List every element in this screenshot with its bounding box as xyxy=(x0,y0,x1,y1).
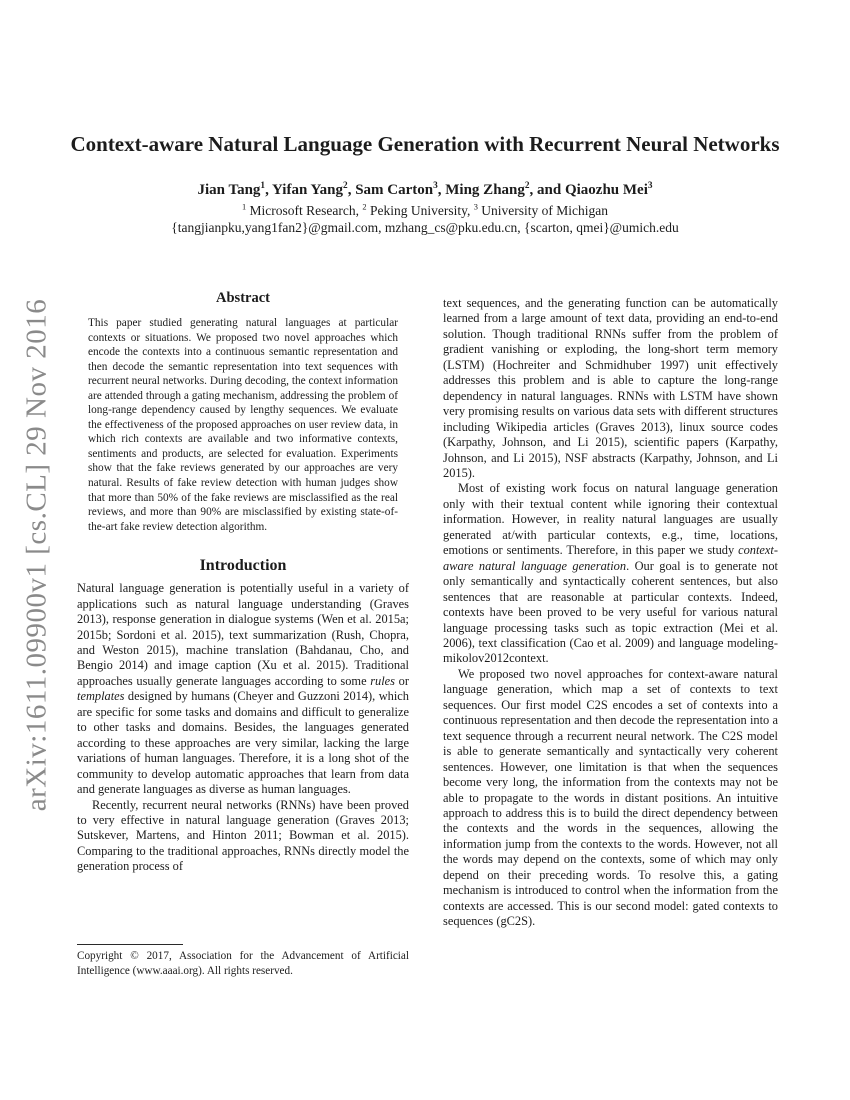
footnote-rule xyxy=(77,944,183,945)
author-separator: , xyxy=(347,182,356,198)
affiliation-name: Peking University, xyxy=(366,203,474,218)
introduction-heading: Introduction xyxy=(199,557,287,575)
authors-line xyxy=(0,182,850,199)
emails-line: {tangjianpku,yang1fan2}@gmail.com, mzhang_cs@pku.edu.cn, {scarton, qmei}@umich.edu xyxy=(171,220,679,235)
abstract-text: This paper studied generating natural languages at particular contexts or situations. We proposed two novel approaches which encode the contexts into a continuous semantic representation and then decode the semantic representation into text sequences with recurrent neural networks. During decoding, the context information are attended through a gating mechanism, addressing the problem of long-range dependency caused by lengthy sequences. We evaluate the effectiveness of the proposed approaches on user review data, in which rich contexts are available and two informative contexts, sentiments and products, are selected for evaluation. Experiments show that the fake reviews generated by our approaches are very natural. Results of fake review detection with human judges show that more than 50% of the fake reviews are misclassified as the real reviews, and more than 90% are misclassified by existing state-of-the-art fake review detection algorithm. xyxy=(88,317,398,533)
body-paragraph-2: Most of existing work focus on natural language generation only with their textual content while ignoring their contextual information. However, in reality natural languages are usually generated at/with particular contexts, e.g., time, locations, emotions or sentiments. Therefore, in this paper we study context-aware natural language generation. Our goal is to generate not only semantically and syntactically coherent sentences, but also sentences that are reasonable at particular contexts. Indeed, contexts have been proved to be very useful for various natural language processing tasks such as topic extraction (Mei et al. 2006), text classification (Cao et al. 2009) and language modeling-mikolov2012context. xyxy=(443,481,778,666)
body-paragraph-3: We proposed two novel approaches for context-aware natural language generation, which map a set of contexts to text sequences. Our first model C2S encodes a set of contexts into a continuous representation and then decode the representation into a text sequence through a recurrent neural network. The C2S model is able to generate semantically and syntactically very coherent sentences. However, one limitation is that when the sequences become very long, the information from the contexts may not be able to propagate to the words in distant positions. An intuitive approach to address this is to build the direct dependency between the contexts and the words in the sequences, allowing the information jump from the contexts to the words. However, not all the words may depend on the contexts, some of which may only depend on their preceding words. To resolve this, a gating mechanism is introduced to control when the information from the contexts are accessed. This is our second model: gated contexts to sequences (gC2S). xyxy=(443,666,778,929)
author-name: Sam Carton xyxy=(355,182,434,198)
intro-paragraph-2: Recently, recurrent neural networks (RNNs) have been proved to very effective in natural language generation (Graves 2013; Sutskever, Martens, and Hinton 2011; Bowman et al. 2015). Comparing to the traditional approaches, RNNs directly model the generation process of xyxy=(77,797,409,874)
author-name: Qiaozhu Mei xyxy=(564,182,648,198)
author-affiliation-ref: 2 xyxy=(524,181,530,191)
author-affiliation-ref: 2 xyxy=(343,181,348,191)
author-separator: , xyxy=(265,182,273,198)
affiliations-line xyxy=(0,203,850,219)
affiliation-name: University of Michigan xyxy=(477,203,608,218)
affiliation-marker: 2 xyxy=(362,202,367,212)
author-name: Yifan Yang xyxy=(272,182,344,198)
right-column xyxy=(443,296,778,930)
author-separator: , and xyxy=(529,182,565,198)
author-name: Jian Tang xyxy=(197,182,261,198)
abstract-section xyxy=(77,290,409,534)
copyright-text: Copyright © 2017, Association for the Advancement of Artificial Intelligence (www.aaai.org). All rights reserved. xyxy=(77,950,409,977)
copyright-footnote xyxy=(77,944,409,978)
arxiv-watermark: arXiv:1611.09900v1 [cs.CL] 29 Nov 2016 xyxy=(20,298,53,812)
affiliation-name: Microsoft Research, xyxy=(246,203,363,218)
abstract-heading: Abstract xyxy=(216,290,270,306)
author-affiliation-ref: 3 xyxy=(647,181,653,191)
author-separator: , xyxy=(437,182,446,198)
body-paragraph-1: text sequences, and the generating function can be automatically learned from a large amount of text data, providing an end-to-end solution. Though traditional RNNs suffer from the problem of gradient vanishing or exploding, the long-short term memory (LSTM) (Hochreiter and Schmidhuber 1997) unit effectively addresses this problem and is able to capture the long-range dependency in natural languages. RNNs with LSTM have shown very promising results on various data sets with different structures including Wikipedia articles (Graves 2013), linux source codes (Karpathy, Johnson, and Li 2015), scientific papers (Karpathy, Johnson, and Li 2015), NSF abstracts (Karpathy, Johnson, and Li 2015). xyxy=(443,296,778,480)
left-column xyxy=(77,290,409,875)
affiliation-marker: 1 xyxy=(241,202,247,212)
affiliation-marker: 3 xyxy=(473,202,478,212)
author-affiliation-ref: 1 xyxy=(260,181,266,191)
intro-paragraph-1: Natural language generation is potentially useful in a variety of applications such as natural language understanding (Graves 2013), response generation in dialogue systems (Wen et al. 2015a; 2015b; Sordoni et al. 2015), text summarization (Rush, Chopra, and Weston 2015), machine translation (Bahdanau, Cho, and Bengio 2014) and image caption (Xu et al. 2015). Traditional approaches usually generate languages according to some rules or templates designed by humans (Cheyer and Guzzoni 2014), which are specific for some tasks and domains and difficult to generalize to other tasks and domains. Besides, the languages generated according to these approaches are very similar, lacking the large variations of human languages. Therefore, it is a long shot of the community to develop automatic approaches that learn from data and generate languages as diverse as human languages. xyxy=(77,581,409,797)
paper-title: Context-aware Natural Language Generation with Recurrent Neural Networks xyxy=(70,132,780,156)
author-affiliation-ref: 3 xyxy=(433,181,438,191)
author-name: Ming Zhang xyxy=(445,182,525,198)
